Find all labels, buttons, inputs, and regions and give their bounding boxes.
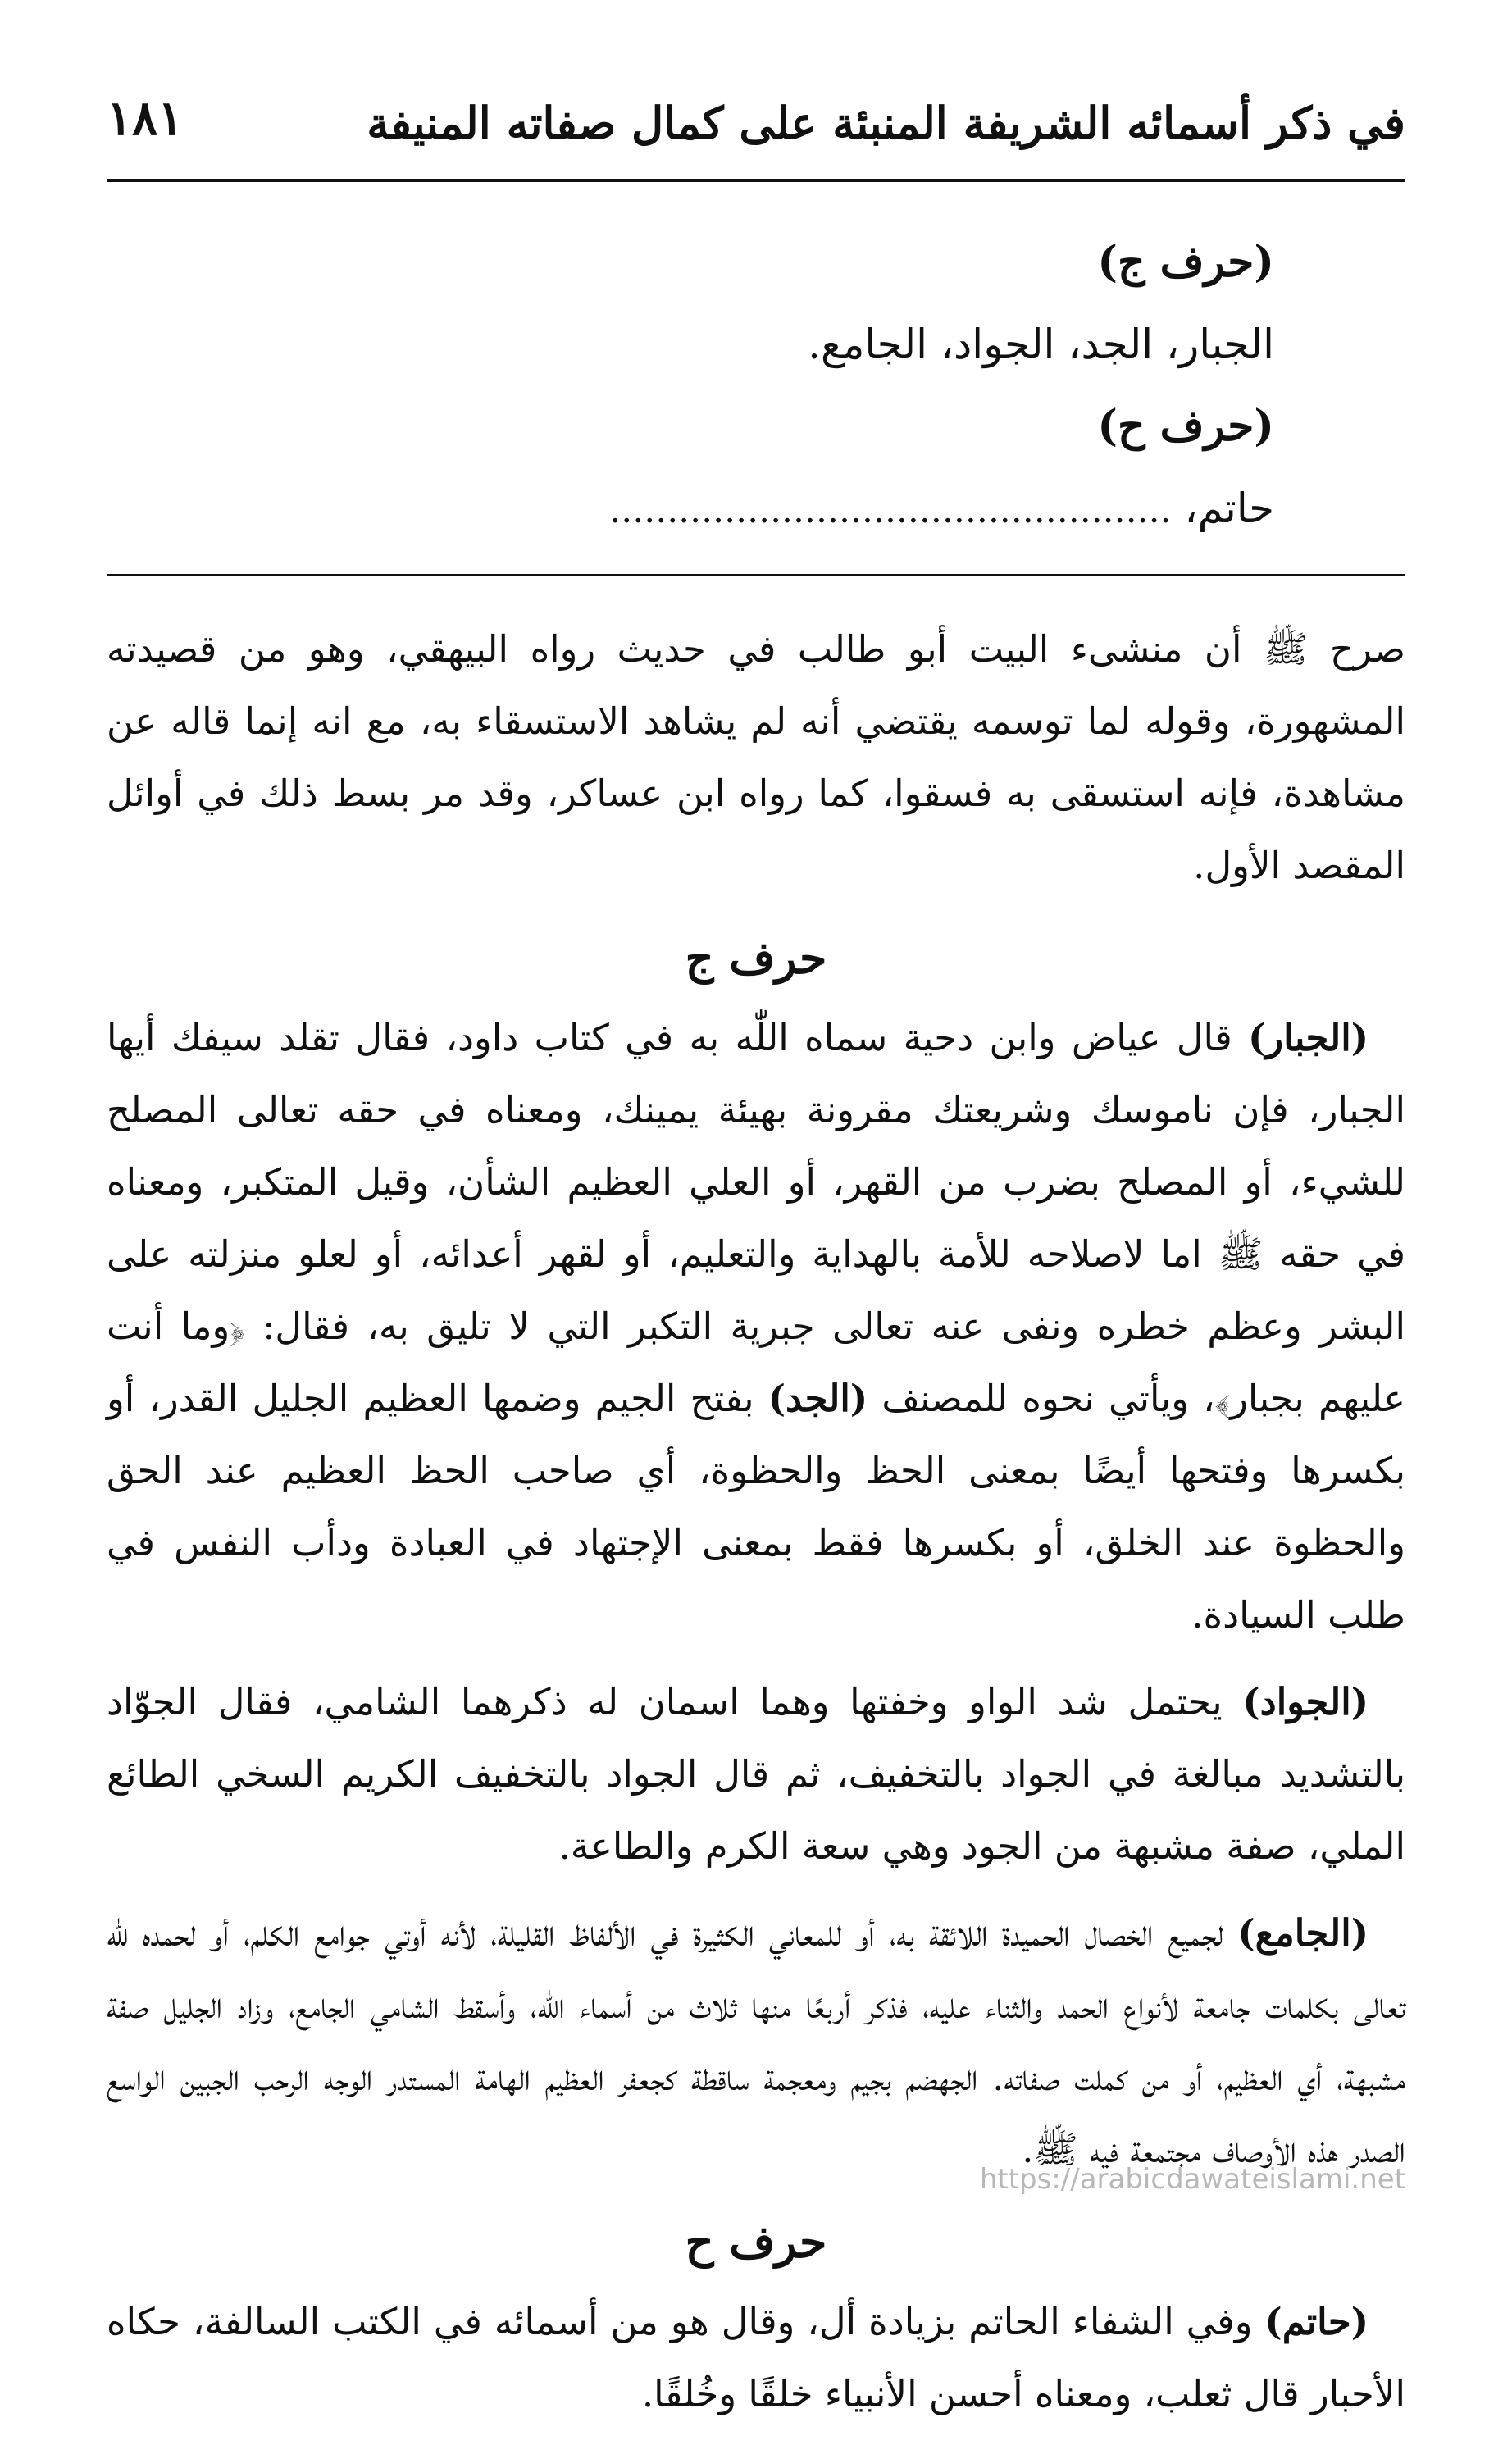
commentary-intro: صرح ﷺ أن منشىء البيت أبو طالب في حديث رواه البيهقي، وهو من قصيدته المشهورة، وقوله لما توسمه يقتضي أنه لم يشاهد الاستسقاء به، مع انه إنما قاله عن مشاهدة، فإنه استسقى به فسقوا، كما رواه ابن عساكر، وقد مر بسط ذلك في أوائل المقصد الأول. (107, 627, 1405, 887)
entry-jami (107, 1897, 1405, 2186)
page-header (107, 82, 1405, 172)
matn-heading-ha: (حرف ح) (1097, 401, 1274, 451)
entry-hatim-text: وفي الشفاء الحاتم بزيادة أل، وقال هو من أسمائه في الكتب السالفة، حكاه الأحبار قال ثعلب، ومعناه أحسن الأنبياء خلقًا وخُلقًا. (107, 2300, 1405, 2415)
matn-ellipsis: ................................................. (609, 489, 1172, 531)
entry-hatim (107, 2286, 1405, 2430)
matn-names-jim: الجبار، الجد، الجواد، الجامع. (808, 321, 1274, 368)
separator-rule (107, 574, 1405, 576)
matn-names-ha-text: حاتم، (1184, 485, 1274, 532)
entry-jabbar-keyword: (الجبار) (1248, 1016, 1369, 1059)
entry-jami-keyword: (الجامع) (1237, 1911, 1369, 1955)
entry-jami-text: لجميع الخصال الحميدة اللائقة به، أو للمعاني الكثيرة في الألفاظ القليلة، لأنه أوتي جوامع الكلم، أو لحمده للّٰه تعالى بكلمات جامعة لأنواع الحمد والثناء عليه، فذكر أربعًا منها ثلاث من أسماء اللّٰه، وأسقط الشامي الجامع، وزاد الجليل صفة مشبهة، أي العظيم، أو من كملت صفاته. الجهضم بجيم ومعجمة ساقطة كجعفر العظيم الهامة المستدر الوجه الرحب الجبين الواسع الصدر هذه الأوصاف مجتمعة فيه ﷺ. (107, 1911, 1405, 2171)
watermark-url: https://arabicdawateislami.net (979, 2163, 1405, 2196)
entry-jawad (107, 1666, 1405, 1883)
entry-jadd-keyword: (الجد) (767, 1377, 868, 1420)
matn-heading-jim: (حرف ج) (1097, 237, 1274, 287)
section-heading-ha: حرف ح (685, 2215, 827, 2268)
entry-jabbar-text: قال عياض وابن دحية سماه اللّٰه به في كتاب داود، فقال تقلد سيفك أيها الجبار، فإن ناموسك وشريعتك مقرونة بهيئة يمينك، ومعناه في حقه تعالى المصلح للشيء، أو المصلح بضرب من القهر، أو العلي العظيم الشأن، وقيل المتكبر، ومعناه في حقه ﷺ اما لاصلاحه للأمة بالهداية والتعليم، أو لقهر أعدائه، أو لعلو منزلته على البشر وعظم خطره ونفى عنه تعالى جبرية التكبر التي لا تليق به، فقال: ﴿وما أنت عليهم بجبار﴾، ويأتي نحوه للمصنف (107, 1016, 1405, 1420)
matn-names-ha (107, 467, 1274, 552)
header-rule (107, 179, 1405, 182)
section-heading-jim: حرف ج (685, 931, 827, 984)
entry-jawad-keyword: (الجواد) (1242, 1680, 1369, 1723)
page-number: ١٨١ (107, 90, 184, 146)
matn-block (107, 221, 1274, 552)
entry-jadd-text: بفتح الجيم وضمها العظيم الجليل القدر، أو بكسرها وفتحها أيضًا بمعنى الحظ والحظوة، أي صاحب الحظ العظيم عند الحق والحظوة عند الخلق، أو بكسرها فقط بمعنى الإجتهاد في العبادة ودأب النفس في طلب السيادة. (107, 1377, 1405, 1637)
running-head: في ذكر أسمائه الشريفة المنبئة على كمال صفاته المنيفة (367, 97, 1405, 149)
entry-jabbar (107, 1002, 1405, 1651)
entry-jawad-text: يحتمل شد الواو وخفتها وهما اسمان له ذكرهما الشامي، فقال الجوّاد بالتشديد مبالغة في الجواد بالتخفيف، ثم قال الجواد بالتخفيف الكريم السخي الطائع الملي، صفة مشبهة من الجود وهي سعة الكرم والطاعة. (107, 1680, 1405, 1868)
entry-hatim-keyword: (حاتم) (1264, 2300, 1369, 2343)
